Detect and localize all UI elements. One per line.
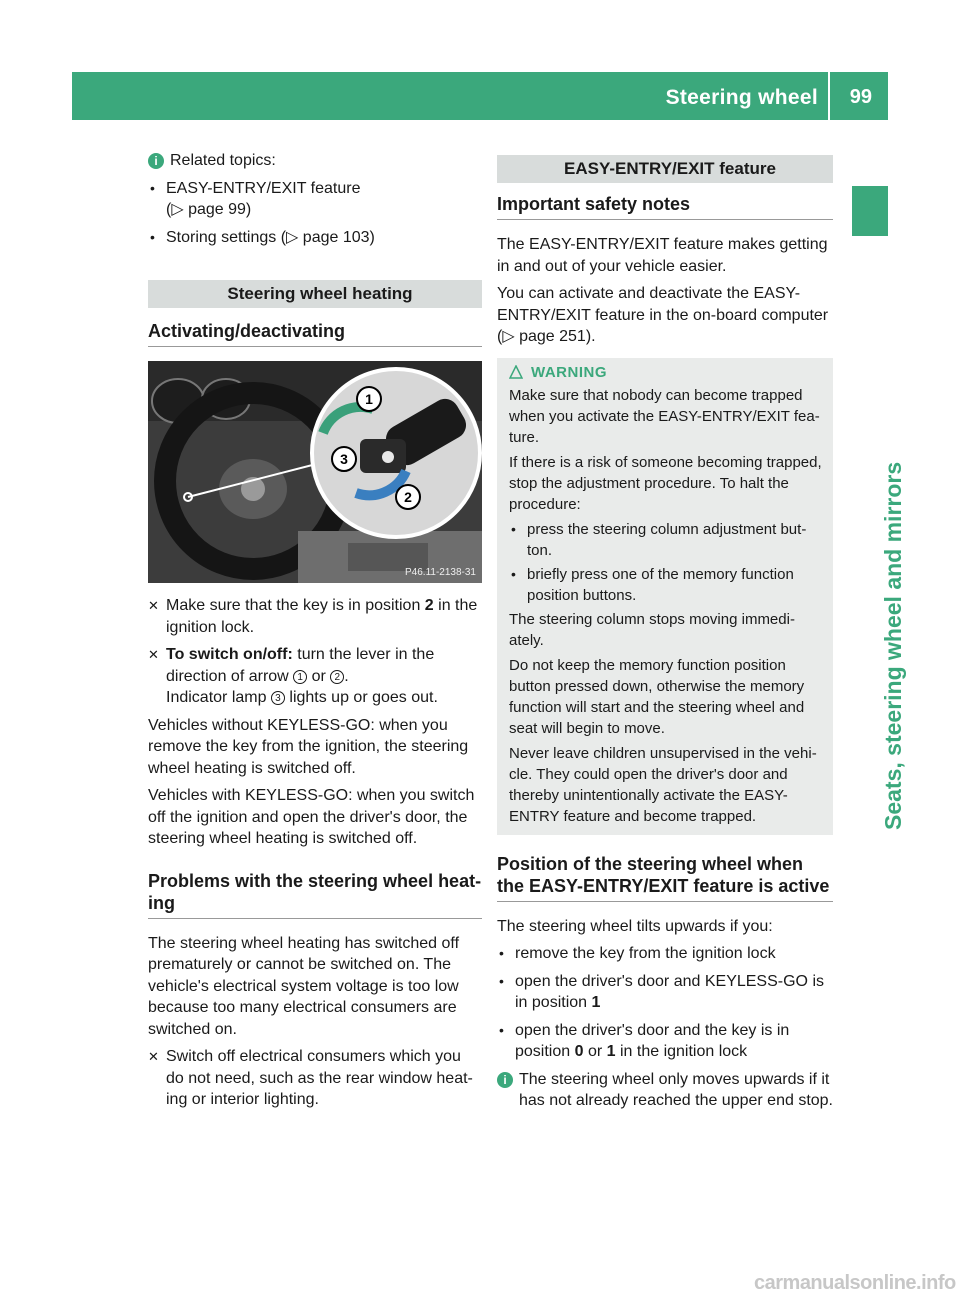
- callout-2: 2: [404, 489, 412, 505]
- paragraph: The steering wheel tilts upwards if you:: [497, 917, 773, 935]
- instruction-step: ✕ Make sure that the key is in position 2 in the ignition lock.: [148, 597, 478, 636]
- warning-title: WARNING: [531, 363, 607, 381]
- list-item: • briefly press one of the memory function position buttons.: [511, 565, 794, 604]
- subsection-heading: Important safety notes: [497, 193, 833, 220]
- callout-1: 1: [365, 391, 373, 407]
- header-title: Steering wheel: [665, 86, 818, 109]
- warning-text: Never leave children unsupervised in the vehicle. They could open the driver's door and thereby unintentionally activate the EASY-ENTRY feature and become trapped.: [509, 744, 817, 825]
- chapter-label: Seats, steering wheel and mirrors: [880, 461, 906, 830]
- subsection-heading: Problems with the steering wheel heating: [148, 870, 482, 919]
- list-item: • press the steering column adjustment button.: [511, 520, 807, 559]
- instruction-step: ✕ To switch on/off: turn the lever in the direction of arrow 1 or 2 . Indicator lamp 3 lights up or goes out.: [148, 646, 438, 706]
- warning-text: Make sure that nobody can become trapped when you activate the EASY-ENTRY/EXIT feature.: [509, 386, 820, 446]
- info-icon: i: [497, 1072, 513, 1088]
- left-column: [148, 150, 482, 1117]
- section-title: EASY-ENTRY/EXIT feature: [497, 155, 833, 183]
- related-topics-label: Related topics:: [170, 152, 276, 169]
- paragraph: The steering wheel heating has switched off prematurely or cannot be switched on. The vehicle's electrical system voltage is too low because too many electrical consumers are switched on.: [148, 934, 460, 1038]
- paragraph: Vehicles without KEYLESS-GO: when you remove the key from the ignition, the steering wheel heating is switched off.: [148, 716, 469, 777]
- paragraph: The EASY-ENTRY/EXIT feature makes getting in and out of your vehicle easier.: [497, 236, 828, 275]
- paragraph: You can activate and deactivate the EASY-ENTRY/EXIT feature in the on-board computer (▷ page 251).: [497, 285, 829, 345]
- chapter-tab: [852, 186, 888, 236]
- right-column: [497, 150, 833, 1118]
- paragraph: Vehicles with KEYLESS-GO: when you switch off the ignition and open the driver's door, the steering wheel heating is switched off.: [148, 787, 475, 847]
- instruction-step: ✕ Switch off electrical consumers which you do not need, such as the rear window heating or interior lighting.: [148, 1048, 473, 1108]
- info-icon: i: [148, 153, 164, 169]
- warning-text: The steering column stops moving immediately.: [509, 610, 795, 649]
- warning-text: Do not keep the memory function position button pressed down, otherwise the memory function will start and the steering wheel and seat will begin to move.: [509, 656, 805, 737]
- list-item: • remove the key from the ignition lock: [499, 945, 776, 962]
- figure-code: P46.11-2138-31: [405, 567, 476, 578]
- list-item: • open the driver's door and KEYLESS-GO is in position 1: [499, 972, 824, 1011]
- steering-wheel-photo: [148, 361, 482, 583]
- related-link-storing-settings[interactable]: Storing settings (▷ page 103): [166, 228, 375, 246]
- list-item: • EASY-ENTRY/EXIT feature (▷ page 99): [150, 179, 361, 218]
- warning-box: [497, 358, 833, 835]
- related-link-easy-entry[interactable]: EASY-ENTRY/EXIT feature: [166, 179, 361, 197]
- page-number: 99: [849, 86, 872, 108]
- list-item: • Storing settings (▷ page 103): [148, 227, 482, 249]
- warning-text: If there is a risk of someone becoming trapped, stop the adjustment procedure. To halt the procedure:: [509, 453, 822, 513]
- steering-wheel-illustration: [148, 361, 482, 583]
- header-divider: [828, 72, 830, 120]
- watermark: carmanualsonline.info: [754, 1272, 956, 1294]
- callout-3: 3: [340, 451, 348, 467]
- related-link-page-ref[interactable]: (▷ page 99): [166, 201, 252, 218]
- subsection-heading: Activating/deactivating: [148, 320, 482, 347]
- warning-icon: [509, 365, 523, 379]
- info-note: i The steering wheel only moves upwards if it has not already reached the upper end stop.: [497, 1069, 833, 1112]
- related-topics-note: [148, 150, 482, 172]
- list-item: • open the driver's door and the key is in position 0 or 1 in the ignition lock: [499, 1021, 790, 1060]
- page-header: [72, 72, 888, 120]
- section-title: Steering wheel heating: [148, 280, 482, 308]
- subsection-heading: Position of the steering wheel when the EASY-ENTRY/EXIT feature is active: [497, 853, 833, 902]
